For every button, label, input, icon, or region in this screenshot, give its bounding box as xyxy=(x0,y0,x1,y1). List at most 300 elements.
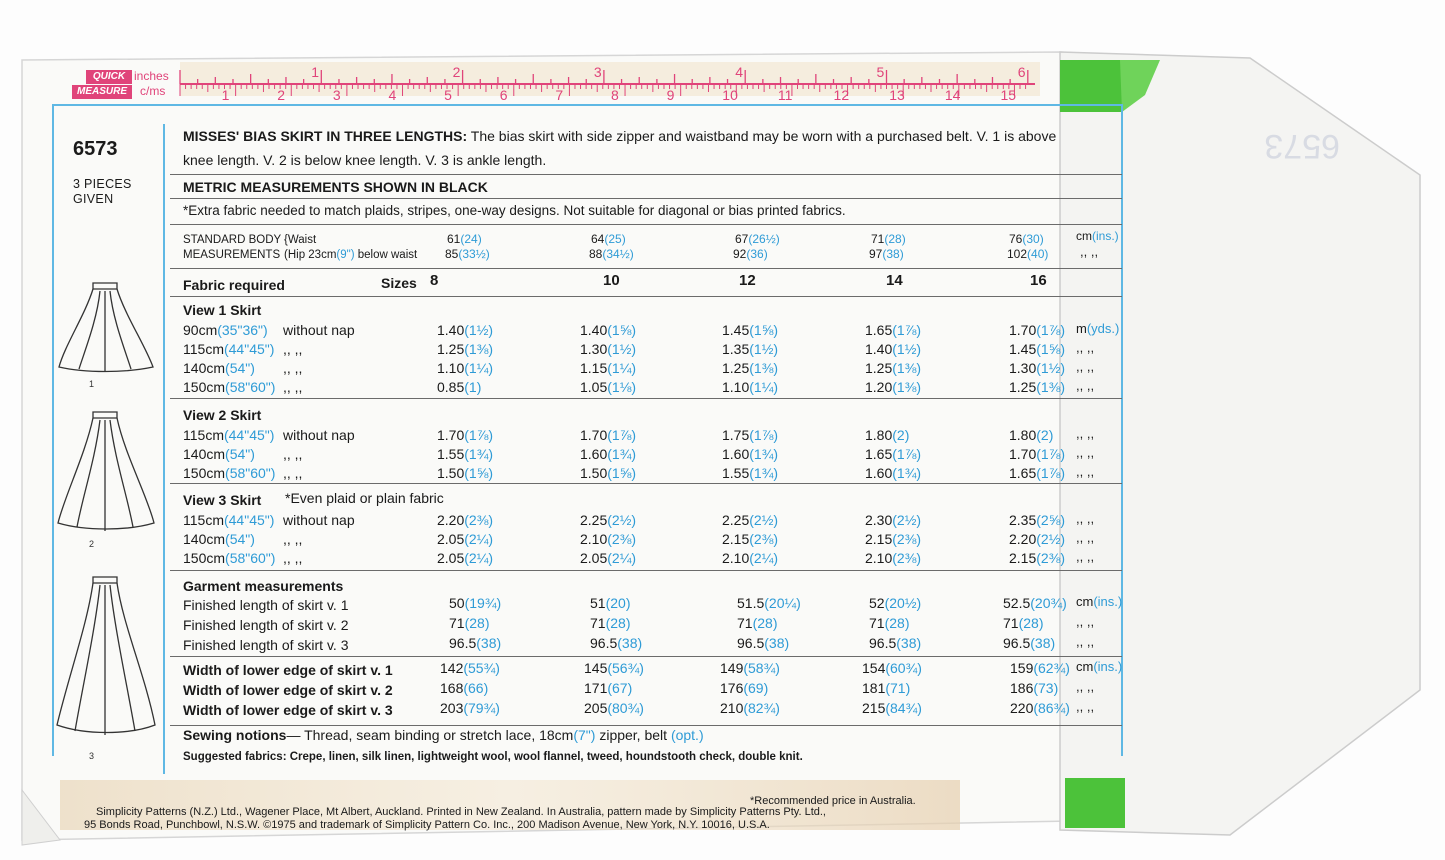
rule xyxy=(170,398,1122,399)
width-value-metric: 203 xyxy=(440,700,464,716)
view-2-value-metric: 1.70 xyxy=(1009,446,1037,462)
hip-label-cm: (Hip 23cm xyxy=(284,249,337,261)
view-3-value-metric: 2.10 xyxy=(865,550,893,566)
view-1-value-imperial: (1⅛) xyxy=(607,379,637,395)
width-value xyxy=(440,680,488,696)
view-2-value-metric: 1.60 xyxy=(865,465,893,481)
view-2-value-imperial: (1⅞) xyxy=(749,427,779,443)
view-2-value-metric: 1.80 xyxy=(1009,427,1037,443)
view-1-value-metric: 1.25 xyxy=(437,341,465,357)
quick-label: QUICK xyxy=(86,70,132,84)
view-1-value-metric: 1.20 xyxy=(865,379,893,395)
view-2-value-imperial: (1⅞) xyxy=(607,427,637,443)
width-value xyxy=(584,680,632,696)
view-2-value xyxy=(437,427,493,443)
standard-body-label: STANDARD BODY xyxy=(183,234,282,246)
view-1-nap: ,, ,, xyxy=(283,341,303,357)
view-3-value-metric: 2.05 xyxy=(437,531,465,547)
view-1-value-imperial: (1⅞) xyxy=(1036,322,1066,338)
view-1-nap: ,, ,, xyxy=(283,360,303,376)
width-value-imperial: (80¾) xyxy=(607,700,644,716)
view-1-value xyxy=(722,360,778,376)
width-value xyxy=(862,660,922,676)
width-value-imperial: (66) xyxy=(463,680,489,696)
view-1-value-metric: 1.45 xyxy=(722,322,750,338)
garment-value-metric: 71 xyxy=(869,615,885,631)
view-3-value xyxy=(865,512,921,528)
width-value-imperial: (82¾) xyxy=(743,700,780,716)
extra-fabric-note: *Extra fabric needed to match plaids, stripes, one-way designs. Not suitable for diagonal or bias printed fabrics. xyxy=(183,203,846,218)
rule xyxy=(170,296,1122,297)
ruler-cm-number: 14 xyxy=(944,87,961,103)
view-3-skirt-illustration xyxy=(57,577,155,735)
view-2-value xyxy=(722,446,778,462)
ruler-cm-number: 13 xyxy=(889,87,905,103)
view-3-value xyxy=(437,531,493,547)
view-2-value-metric: 1.50 xyxy=(580,465,608,481)
width-value-imperial: (73) xyxy=(1033,680,1059,696)
waist-value xyxy=(735,232,780,246)
view-1-value xyxy=(437,379,481,395)
width-value xyxy=(440,700,500,716)
rule xyxy=(170,224,1122,225)
waist-value-metric: 67 xyxy=(735,232,749,246)
view-1-value-imperial: (1⅝) xyxy=(1036,341,1066,357)
width-value-metric: 215 xyxy=(862,700,886,716)
ruler-cm-number: 10 xyxy=(722,87,738,103)
view-1-value xyxy=(580,341,636,357)
view-2-value-imperial: (1¾) xyxy=(892,465,922,481)
view-2-value-imperial: (1⅞) xyxy=(1036,465,1066,481)
hip-value-metric: 97 xyxy=(869,247,883,261)
width-value-metric: 154 xyxy=(862,660,886,676)
metric-note: METRIC MEASUREMENTS SHOWN IN BLACK xyxy=(183,179,488,195)
hip-value-metric: 102 xyxy=(1007,247,1028,261)
width-value xyxy=(1010,660,1070,676)
unit-label: ,, ,, xyxy=(1076,426,1095,441)
view-1-value xyxy=(865,360,921,376)
view-1-value-metric: 1.35 xyxy=(722,341,750,357)
width-value-imperial: (62¾) xyxy=(1033,660,1070,676)
view-2-value-imperial: (1⅞) xyxy=(1036,446,1066,462)
view-3-value-metric: 2.25 xyxy=(722,512,750,528)
view-2-value-imperial: (1⅞) xyxy=(892,446,922,462)
view-1-value-imperial: (1¼) xyxy=(749,379,779,395)
waist-value-imperial: (26½) xyxy=(748,232,780,246)
frame-line-left xyxy=(52,104,54,756)
garment-row-label: Finished length of skirt v. 3 xyxy=(183,637,349,653)
unit-label: cm(ins.) xyxy=(1076,659,1123,674)
garment-value xyxy=(869,635,921,651)
garment-value xyxy=(449,615,489,631)
view-1-value-imperial: (1⅜) xyxy=(749,360,779,376)
view-2-value xyxy=(580,446,636,462)
width-row-label: Width of lower edge of skirt v. 2 xyxy=(183,682,393,698)
sizes-label: Sizes xyxy=(381,275,417,291)
waist-value-imperial: (28) xyxy=(884,232,906,246)
description-line-2: knee length. V. 2 is below knee length. V. 3 is ankle length. xyxy=(183,152,547,168)
view-1-value xyxy=(437,341,493,357)
view-2-nap: ,, ,, xyxy=(283,446,303,462)
view-1-value-imperial: (1½) xyxy=(1036,360,1066,376)
width-value xyxy=(720,700,780,716)
view-1-value xyxy=(1009,322,1065,338)
footer-line-1: Simplicity Patterns (N.Z.) Ltd., Wagener Place, Mt Albert, Auckland. Printed in New Zealand. In Australia, pattern made by Simplicity Patterns Pty. Ltd., xyxy=(96,806,826,818)
inches-label: inches xyxy=(134,69,169,83)
garment-value xyxy=(1003,595,1067,611)
width-value-imperial: (86¾) xyxy=(1033,700,1070,716)
measure-label: MEASURE xyxy=(72,85,132,99)
view-3-value-metric: 2.15 xyxy=(865,531,893,547)
view-2-value-metric: 1.65 xyxy=(1009,465,1037,481)
view-2-value xyxy=(1009,427,1053,443)
rule xyxy=(170,198,1122,199)
view-3-value xyxy=(1009,531,1065,547)
hip-label-rest: below waist xyxy=(357,249,418,261)
view-3-value-imperial: (2⅜) xyxy=(464,512,494,528)
unit-label: m(yds.) xyxy=(1076,321,1120,336)
view-1-value xyxy=(580,360,636,376)
unit-label: ,, ,, xyxy=(1076,340,1095,355)
width-value-metric: 181 xyxy=(862,680,886,696)
view-3-value-imperial: (2⅜) xyxy=(892,550,922,566)
view-3-value-imperial: (2½) xyxy=(1036,531,1066,547)
view-2-value-metric: 1.55 xyxy=(722,465,750,481)
ruler-inch-number: 2 xyxy=(452,64,461,80)
ruler-cm-number: 5 xyxy=(444,87,452,103)
rule xyxy=(170,483,1122,484)
frame-line-divider xyxy=(163,124,165,774)
view-1-value-imperial: (1½) xyxy=(749,341,779,357)
garment-value-imperial: (38) xyxy=(764,635,790,651)
view-2-value-imperial: (1¾) xyxy=(607,446,637,462)
width-value-metric: 159 xyxy=(1010,660,1034,676)
view-1-fabric-width: 140cm(54") xyxy=(183,360,255,376)
view-1-value xyxy=(865,341,921,357)
view-1-value-metric: 1.45 xyxy=(1009,341,1037,357)
hip-value-imperial: (33½) xyxy=(458,247,490,261)
garment-value xyxy=(590,635,642,651)
unit-label: ,, ,, xyxy=(1076,699,1095,714)
view-2-value-metric: 1.50 xyxy=(437,465,465,481)
view-3-value xyxy=(437,550,493,566)
ruler-cm-number: 4 xyxy=(388,87,397,103)
view-1-value-imperial: (1⅜) xyxy=(892,379,922,395)
view-3-value xyxy=(722,531,778,547)
width-value xyxy=(1010,700,1070,716)
garment-row-label: Finished length of skirt v. 2 xyxy=(183,617,349,633)
view-3-value xyxy=(865,531,921,547)
waist-value-metric: 61 xyxy=(447,232,461,246)
garment-value-metric: 96.5 xyxy=(737,635,765,651)
garment-value-metric: 96.5 xyxy=(1003,635,1031,651)
sewing-notions-label: Sewing notions xyxy=(183,727,287,743)
garment-value-imperial: (20) xyxy=(605,595,631,611)
view-3-value-imperial: (2⅜) xyxy=(749,531,779,547)
size-16-header: 16 xyxy=(1030,272,1047,289)
view-3-value-imperial: (2¼) xyxy=(464,531,494,547)
view-3-value xyxy=(722,550,778,566)
view-3-value xyxy=(580,512,636,528)
view-1-value-imperial: (1) xyxy=(464,379,482,395)
garment-value-imperial: (20¾) xyxy=(1030,595,1067,611)
width-row-label: Width of lower edge of skirt v. 3 xyxy=(183,702,393,718)
rule xyxy=(170,570,1122,571)
garment-value xyxy=(869,615,909,631)
view-2-value xyxy=(1009,446,1065,462)
view-2-value xyxy=(437,446,493,462)
garment-value xyxy=(737,635,789,651)
garment-value xyxy=(1003,615,1043,631)
garment-value-imperial: (38) xyxy=(896,635,922,651)
view-2-value-metric: 1.70 xyxy=(437,427,465,443)
view-2-value-metric: 1.75 xyxy=(722,427,750,443)
garment-value xyxy=(737,615,777,631)
view-2-nap: without nap xyxy=(283,427,355,443)
waist-value-metric: 64 xyxy=(591,232,605,246)
view-1-skirt-illustration xyxy=(59,283,153,372)
garment-value-imperial: (28) xyxy=(464,615,490,631)
unit-label: ,, ,, xyxy=(1076,464,1095,479)
garment-value-metric: 51.5 xyxy=(737,595,765,611)
width-value-imperial: (60¾) xyxy=(885,660,922,676)
view-2-fabric-width: 150cm(58"60") xyxy=(183,465,276,481)
width-value xyxy=(862,680,910,696)
view-2-fabric-width: 140cm(54") xyxy=(183,446,255,462)
waist-value-metric: 76 xyxy=(1009,232,1023,246)
view-2-value-imperial: (2) xyxy=(1036,427,1054,443)
view-1-value-metric: 1.30 xyxy=(1009,360,1037,376)
view-1-value-imperial: (1½) xyxy=(464,322,494,338)
view-3-fabric-width: 150cm(58"60") xyxy=(183,550,276,566)
view-2-value-imperial: (1¾) xyxy=(749,446,779,462)
ruler-cm-number: 2 xyxy=(277,87,286,103)
view-1-value-metric: 1.05 xyxy=(580,379,608,395)
ruler-cm-number: 3 xyxy=(332,87,341,103)
garment-value-imperial: (28) xyxy=(752,615,778,631)
view-1-value xyxy=(865,322,921,338)
waist-value-imperial: (25) xyxy=(604,232,626,246)
waist-value-imperial: (30) xyxy=(1022,232,1044,246)
view-2-value-imperial: (2) xyxy=(892,427,910,443)
view-2-value-imperial: (1⅝) xyxy=(464,465,494,481)
width-value xyxy=(1010,680,1058,696)
view-3-title: View 3 Skirt xyxy=(183,492,262,508)
unit-label: ,, ,, xyxy=(1076,359,1095,374)
view-2-value-imperial: (1¾) xyxy=(749,465,779,481)
garment-value xyxy=(1003,635,1055,651)
ruler-inch-number: 5 xyxy=(876,64,885,80)
description-line-1 xyxy=(183,128,1123,144)
view-2-value xyxy=(722,427,778,443)
view-1-value-imperial: (1¼) xyxy=(464,360,494,376)
ruler-cm-number: 7 xyxy=(555,87,564,103)
description-title: MISSES' BIAS SKIRT IN THREE LENGTHS: xyxy=(183,128,468,144)
view-3-nap: ,, ,, xyxy=(283,531,303,547)
envelope-flap xyxy=(1060,52,1420,835)
view-1-value xyxy=(580,379,636,395)
size-12-header: 12 xyxy=(739,272,756,289)
hip-value-imperial: (40) xyxy=(1027,247,1049,261)
view-3-value-metric: 2.30 xyxy=(865,512,893,528)
view-1-value-imperial: (1⅜) xyxy=(464,341,494,357)
hip-value xyxy=(733,247,768,261)
garment-value-metric: 71 xyxy=(590,615,606,631)
rule xyxy=(170,656,1122,657)
view-1-value-metric: 1.70 xyxy=(1009,322,1037,338)
garment-value-metric: 71 xyxy=(737,615,753,631)
ruler-scale xyxy=(0,60,1445,105)
view-illustrations xyxy=(55,265,163,765)
view-1-value xyxy=(722,379,778,395)
hip-value-metric: 92 xyxy=(733,247,747,261)
unit-label: cm(ins.) xyxy=(1076,594,1123,609)
garment-measurements-title: Garment measurements xyxy=(183,578,344,594)
view-3-value-metric: 2.15 xyxy=(722,531,750,547)
width-value xyxy=(720,660,780,676)
width-value-imperial: (71) xyxy=(885,680,911,696)
ruler-cm-number: 11 xyxy=(777,87,793,103)
view-3-value xyxy=(722,512,778,528)
view-2-value xyxy=(1009,465,1065,481)
sewing-notions-text: — Thread, seam binding or stretch lace, 18cm xyxy=(286,727,574,743)
recommended-price-note: *Recommended price in Australia. xyxy=(750,795,916,807)
view-3-value-metric: 2.35 xyxy=(1009,512,1037,528)
view-3-fabric-width: 115cm(44"45") xyxy=(183,512,275,528)
view-1-value-metric: 1.65 xyxy=(865,322,893,338)
view-1-value-metric: 1.10 xyxy=(437,360,465,376)
rule xyxy=(170,174,1122,175)
view-1-value-metric: 1.40 xyxy=(580,322,608,338)
waist-value xyxy=(1009,232,1044,246)
view-1-nap: without nap xyxy=(283,322,355,338)
view-1-value-metric: 1.30 xyxy=(580,341,608,357)
width-row-label: Width of lower edge of skirt v. 1 xyxy=(183,662,393,678)
view-1-value-metric: 1.10 xyxy=(722,379,750,395)
width-value-metric: 168 xyxy=(440,680,464,696)
garment-value-metric: 51 xyxy=(590,595,606,611)
pieces-line-2: GIVEN xyxy=(73,192,114,206)
width-value-metric: 145 xyxy=(584,660,608,676)
belt-optional: (opt.) xyxy=(670,727,704,743)
garment-value-imperial: (28) xyxy=(605,615,631,631)
view-2-value xyxy=(580,427,636,443)
garment-value-imperial: (38) xyxy=(476,635,502,651)
fabric-required-header: Fabric required xyxy=(183,277,285,293)
width-value-metric: 210 xyxy=(720,700,744,716)
view-3-value-imperial: (2⅜) xyxy=(892,531,922,547)
garment-value-imperial: (28) xyxy=(1018,615,1044,631)
view-2-value xyxy=(722,465,778,481)
width-value-metric: 186 xyxy=(1010,680,1034,696)
view-1-value-imperial: (1½) xyxy=(607,341,637,357)
view-3-value-imperial: (2½) xyxy=(892,512,922,528)
flap-pattern-number: 6573 xyxy=(1264,127,1340,165)
unit-label: ,, ,, xyxy=(1076,549,1095,564)
ruler-inch-number: 3 xyxy=(593,64,602,80)
view-3-value-metric: 2.05 xyxy=(437,550,465,566)
view-1-fabric-width: 150cm(58"60") xyxy=(183,379,276,395)
pieces-line-1: 3 PIECES xyxy=(73,177,132,191)
hip-value xyxy=(869,247,904,261)
hip-value xyxy=(445,247,490,261)
view-3-value xyxy=(865,550,921,566)
width-value xyxy=(584,700,644,716)
view-2-nap: ,, ,, xyxy=(283,465,303,481)
zipper-inches: (7") xyxy=(573,727,596,743)
width-value xyxy=(440,660,500,676)
width-value-metric: 171 xyxy=(584,680,608,696)
garment-value xyxy=(737,595,801,611)
garment-value-imperial: (28) xyxy=(884,615,910,631)
cm-label: c/ms xyxy=(140,84,166,98)
view-2-skirt-illustration xyxy=(58,412,154,531)
view-2-value xyxy=(437,465,493,481)
view-3-value xyxy=(1009,550,1065,566)
width-value-metric: 220 xyxy=(1010,700,1034,716)
view-1-value xyxy=(1009,341,1065,357)
ruler-inch-number: 4 xyxy=(735,64,743,80)
view-1-value xyxy=(722,341,778,357)
garment-value-metric: 52 xyxy=(869,595,885,611)
view-1-value-metric: 0.85 xyxy=(437,379,465,395)
body-unit: cm(ins.) xyxy=(1076,229,1119,243)
view-1-title: View 1 Skirt xyxy=(183,302,262,318)
view-2-value-imperial: (1⅞) xyxy=(464,427,494,443)
width-value-imperial: (58¾) xyxy=(743,660,780,676)
view-3-value-metric: 2.25 xyxy=(580,512,608,528)
garment-value xyxy=(449,635,501,651)
view-3-value-imperial: (2⅜) xyxy=(1036,550,1066,566)
view-3-value-imperial: (2⅜) xyxy=(607,531,637,547)
frame-line-top xyxy=(52,104,1122,106)
body-unit-ditto: ,, ,, xyxy=(1080,244,1099,259)
green-tape-bottom xyxy=(1065,778,1125,828)
garment-value-imperial: (38) xyxy=(1030,635,1056,651)
garment-value-imperial: (38) xyxy=(617,635,643,651)
view-1-value xyxy=(437,322,493,338)
width-value-metric: 205 xyxy=(584,700,608,716)
rule xyxy=(170,725,1122,726)
description-text-1: The bias skirt with side zipper and waistband may be worn with a purchased belt. V. 1 is above xyxy=(470,128,1057,144)
view-1-value-metric: 1.40 xyxy=(865,341,893,357)
view-1-value xyxy=(580,322,636,338)
view-2-value-metric: 1.60 xyxy=(580,446,608,462)
view-3-number: 3 xyxy=(89,751,95,761)
view-3-value xyxy=(437,512,493,528)
width-value-metric: 176 xyxy=(720,680,744,696)
view-1-value-metric: 1.40 xyxy=(437,322,465,338)
garment-value-metric: 71 xyxy=(1003,615,1019,631)
waist-value-imperial: (24) xyxy=(460,232,482,246)
garment-row-label: Finished length of skirt v. 1 xyxy=(183,597,349,613)
garment-value-metric: 96.5 xyxy=(449,635,477,651)
width-value-imperial: (69) xyxy=(743,680,769,696)
view-1-value-metric: 1.25 xyxy=(1009,379,1037,395)
unit-label: ,, ,, xyxy=(1076,679,1095,694)
pattern-number: 6573 xyxy=(73,138,118,160)
ruler-cm-number: 8 xyxy=(611,87,619,103)
unit-label: ,, ,, xyxy=(1076,511,1095,526)
suggested-fabrics: Suggested fabrics: Crepe, linen, silk linen, lightweight wool, wool flannel, tweed, houndstooth check, double knit. xyxy=(183,751,803,763)
waist-value xyxy=(871,232,906,246)
view-1-fabric-width: 115cm(44"45") xyxy=(183,341,275,357)
hip-label xyxy=(284,249,417,261)
garment-value xyxy=(590,615,630,631)
view-1-value-imperial: (1¼) xyxy=(607,360,637,376)
view-2-value xyxy=(865,465,921,481)
ruler-cm-number: 6 xyxy=(499,87,508,103)
